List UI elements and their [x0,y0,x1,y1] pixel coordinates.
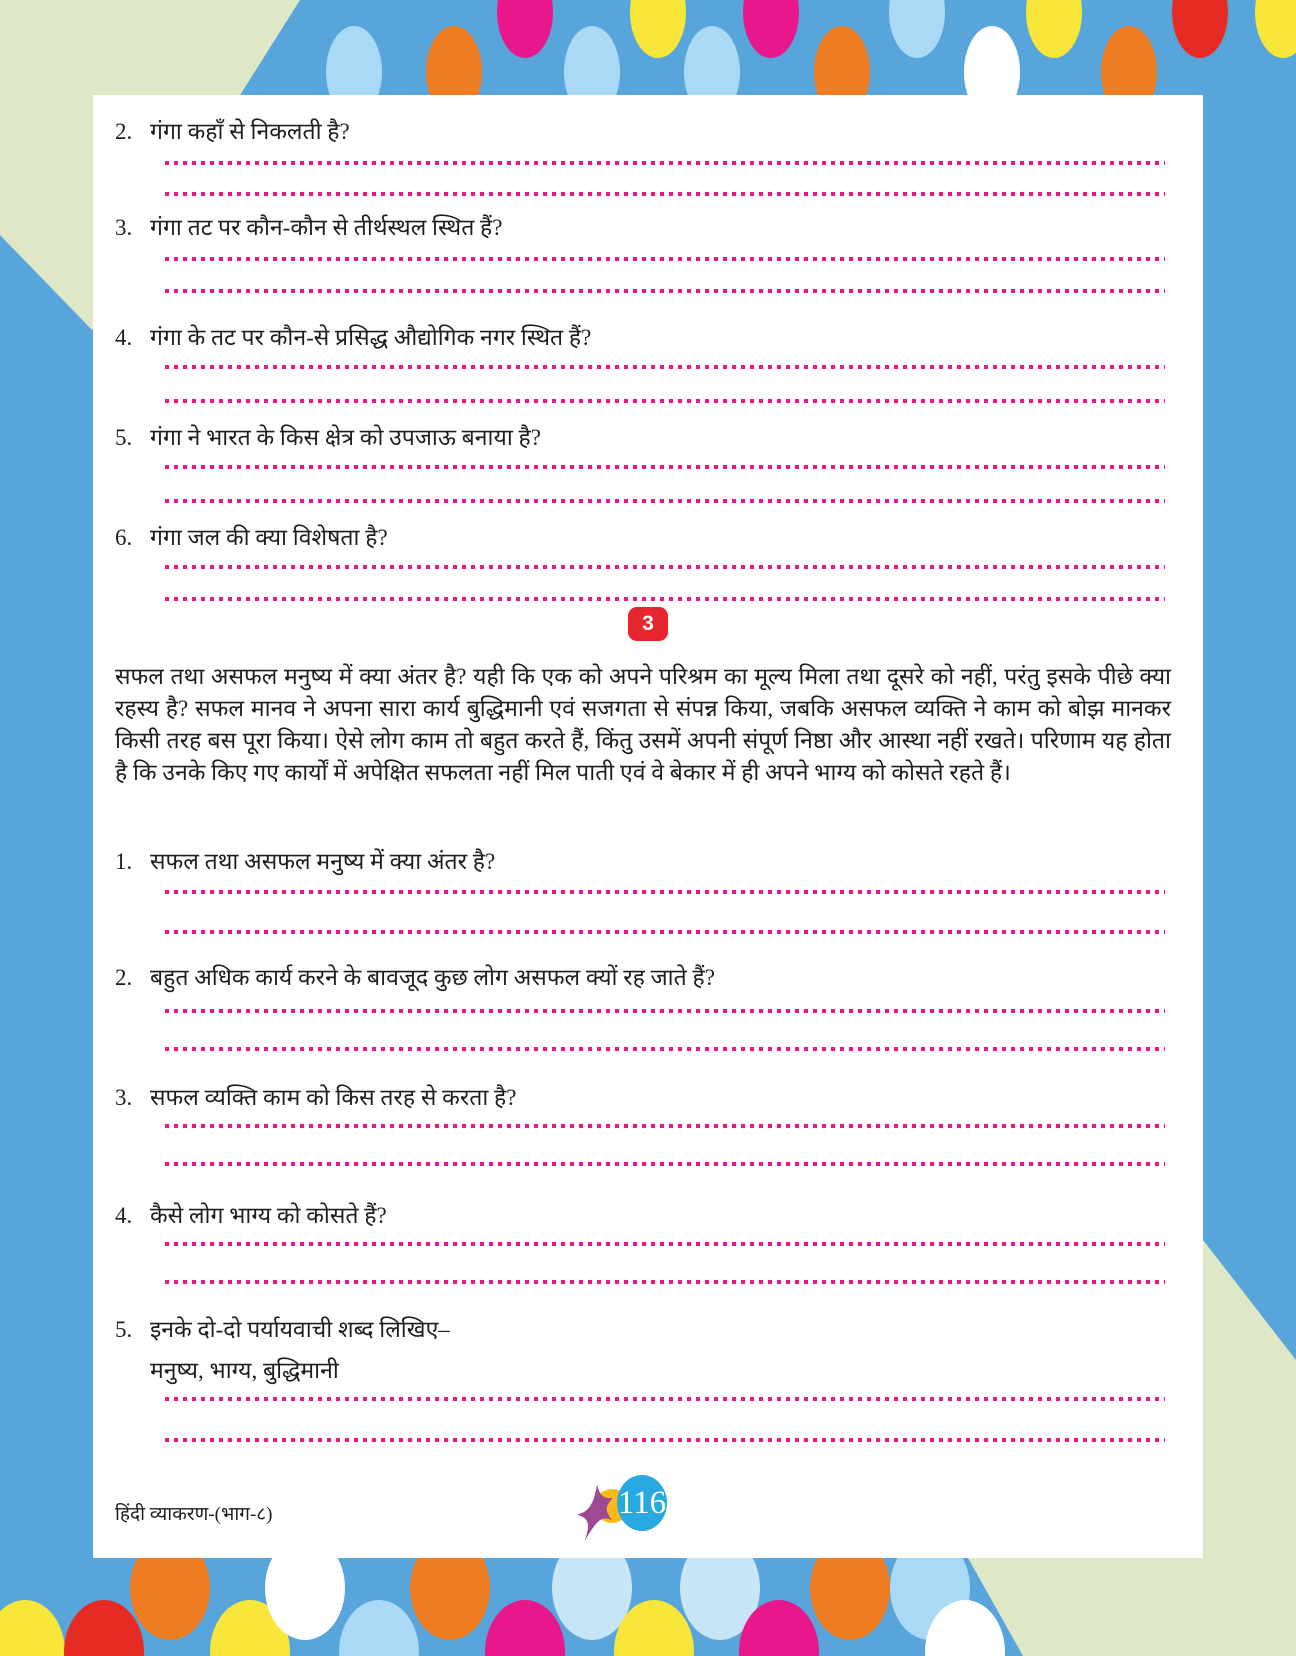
question-text: गंगा कहाँ से निकलती है? [150,119,350,144]
section-number-badge: 3 [628,607,668,641]
answer-line[interactable] [165,890,1165,894]
page-number-badge [573,1473,693,1545]
synonym-words: मनुष्य, भाग्य, बुद्धिमानी [150,1358,339,1383]
question-number: 6. [115,525,133,550]
answer-line[interactable] [165,161,1165,165]
answer-line[interactable] [165,1280,1165,1284]
question-text: सफल व्यक्ति काम को किस तरह से करता है? [150,1085,517,1110]
yellow-dot [0,1600,65,1656]
question-number: 3. [115,1085,133,1110]
answer-line[interactable] [165,1124,1165,1128]
question-text: गंगा के तट पर कौन-से प्रसिद्ध औद्योगिक नगर स्थित हैं? [150,325,592,350]
answer-line[interactable] [165,399,1165,403]
answer-line[interactable] [165,257,1165,261]
answer-line[interactable] [165,1047,1165,1051]
question-text: सफल तथा असफल मनुष्य में क्या अंतर है? [150,849,496,874]
orange-dot [410,1558,490,1640]
answer-line[interactable] [165,1162,1165,1166]
magenta-dot [485,1600,565,1656]
white-dot [964,26,1020,95]
answer-line[interactable] [165,289,1165,293]
lightblue-dot [889,0,945,58]
red-dot [1172,0,1228,58]
question-number: 3. [115,215,133,240]
answer-line[interactable] [165,597,1165,601]
question-text: गंगा जल की क्या विशेषता है? [150,525,388,550]
orange-dot [130,1558,210,1640]
answer-line[interactable] [165,365,1165,369]
magenta-dot [743,0,799,58]
lightblue-dot [326,26,382,95]
answer-line[interactable] [165,192,1165,196]
question-number: 2. [115,119,133,144]
answer-line[interactable] [165,465,1165,469]
page-number: 116 [617,1485,667,1521]
question-number: 4. [115,1203,133,1228]
question-number: 1. [115,849,133,874]
answer-line[interactable] [165,565,1165,569]
lightblue-dot [339,1600,419,1656]
question-text: इनके दो-दो पर्यायवाची शब्द लिखिए– [150,1317,450,1342]
question-number: 4. [115,325,133,350]
question-number: 5. [115,1317,133,1342]
lightblue-dot [684,26,740,95]
page-number-circle [617,1475,667,1531]
orange-dot [1101,26,1157,95]
orange-dot [810,1558,890,1640]
book-title: हिंदी व्याकरण-(भाग-८) [115,1504,273,1525]
answer-line[interactable] [165,930,1165,934]
butterfly-logo-icon [573,1483,621,1543]
answer-line[interactable] [165,499,1165,503]
question-number: 2. [115,965,133,990]
answer-line[interactable] [165,1397,1165,1401]
yellow-dot [1026,0,1082,58]
question-text: कैसे लोग भाग्य को कोसते हैं? [150,1203,387,1228]
answer-line[interactable] [165,1009,1165,1013]
lightblue-dot [564,26,620,95]
magenta-dot [497,0,553,58]
yellow-dot [630,0,686,58]
question-text: बहुत अधिक कार्य करने के बावजूद कुछ लोग असफल क्यों रह जाते हैं? [150,965,715,990]
question-text: गंगा ने भारत के किस क्षेत्र को उपजाऊ बनाया है? [150,425,541,450]
question-number: 5. [115,425,133,450]
yellow-dot [1255,0,1296,58]
answer-line[interactable] [165,1242,1165,1246]
orange-dot [426,26,482,95]
passage-text: सफल तथा असफल मनुष्य में क्या अंतर है? यही कि एक को अपने परिश्रम का मूल्य मिला तथा दूसरे को नहीं, परंतु इसके पीछे क्या रहस्य है? सफल मानव ने अपना सारा कार्य बुद्धिमानी एवं सजगता से संपन्न किया, जबकि असफल व्यक्ति ने काम को बोझ मानकर किसी तरह बस पूरा किया। ऐसे लोग काम तो बहुत करते हैं, किंतु उसमें अपनी संपूर्ण निष्ठा और आस्था नहीं रखते। परिणाम यह होता है कि उनके किए गए कार्यों में अपेक्षित सफलता नहीं मिल पाती एवं वे बेकार में ही अपने भाग्य को कोसते रहते हैं। [115,664,1171,785]
question-text: गंगा तट पर कौन-कौन से तीर्थस्थल स्थित हैं? [150,215,503,240]
orange-dot [814,26,870,95]
red-dot [64,1600,144,1656]
worksheet-page [93,95,1203,1558]
answer-line[interactable] [165,1438,1165,1442]
